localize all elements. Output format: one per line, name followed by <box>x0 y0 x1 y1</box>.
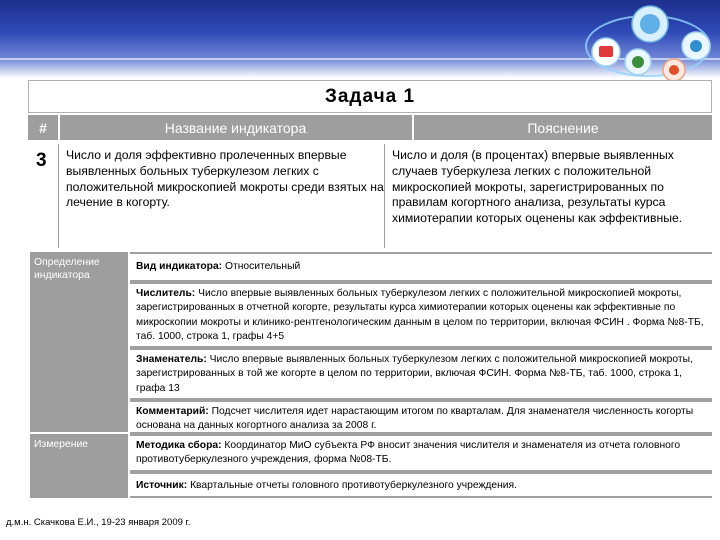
denominator-text: Число впервые выявленных больных туберкулезом легких с положительной микроскопией мокроты, зарегистрированных в той же когорте в целом по территории, включая ФСИН. Форма №8-ТБ, таб. 1000, строка 1, графа 13 <box>136 354 693 394</box>
source-label: Источник: <box>136 480 188 491</box>
header-explanation: Пояснение <box>527 119 599 136</box>
measurement-label: Измерение <box>30 434 128 498</box>
indicator-type <box>130 252 712 282</box>
indicator-row <box>28 142 712 248</box>
numerator-block <box>130 282 712 348</box>
numerator-text: Число впервые выявленных больных туберкулезом легких с положительной микроскопией мокроты, зарегистрированных в отчетной когорте, результаты курса химиотерапии которых оценены как эффективные по микроскопии мокроты и клинико-рентгенологическим данным в целом по территории, включая ФСИН . Форма №8-ТБ, таб. 1000, строка 1, графы 4+5 <box>136 288 704 343</box>
comment-block <box>130 400 712 434</box>
task-title: Задача 1 <box>28 80 712 113</box>
source-text: Квартальные отчеты головного противотуберкулезного учреждения. <box>190 480 517 491</box>
method-text: Координатор МиО субъекта РФ вносит значения числителя и знаменателя из отчета головного противотуберкулезного учреждения, форма №08-ТБ. <box>136 440 681 466</box>
header-indicator-name: Название индикатора <box>164 119 307 136</box>
indicator-explanation: Число и доля (в процентах) впервые выявленных случаев туберкулеза легких с положительной микроскопией мокроты, зарегистрированных по правилам когортного анализа, результаты курса химиотерапии которых оценены как эффективные. <box>392 148 683 226</box>
indicator-name: Число и доля эффективно пролеченных впервые выявленных больных туберкулезом легких с положительной микроскопией мокроты среди взятых на лечение в когорту. <box>66 148 384 210</box>
definition-table <box>28 250 712 500</box>
table-header <box>28 115 712 140</box>
column-divider <box>58 144 59 248</box>
indicator-number: 3 <box>36 150 47 171</box>
comment-label: Комментарий: <box>136 406 209 417</box>
column-divider <box>384 144 385 248</box>
source-block <box>130 472 712 498</box>
method-block <box>130 434 712 472</box>
globe-logo-icon <box>578 2 718 84</box>
footer-author: д.м.н. Скачкова Е.И., 19-23 января 2009 г. <box>6 517 191 528</box>
header-hash: # <box>39 119 47 136</box>
numerator-label: Числитель: <box>136 288 196 299</box>
method-label: Методика сбора: <box>136 440 222 451</box>
definition-label: Определение индикатора <box>30 252 128 432</box>
indicator-type-label: Вид индикатора: <box>136 261 223 272</box>
denominator-label: Знаменатель: <box>136 354 207 365</box>
comment-text: Подсчет числителя идет нарастающим итогом по кварталам. Для знаменателя численность когорты основана на данных когортного анализа за 2008 г. <box>136 406 694 432</box>
denominator-block <box>130 348 712 400</box>
indicator-type-value: Относительный <box>224 261 301 272</box>
